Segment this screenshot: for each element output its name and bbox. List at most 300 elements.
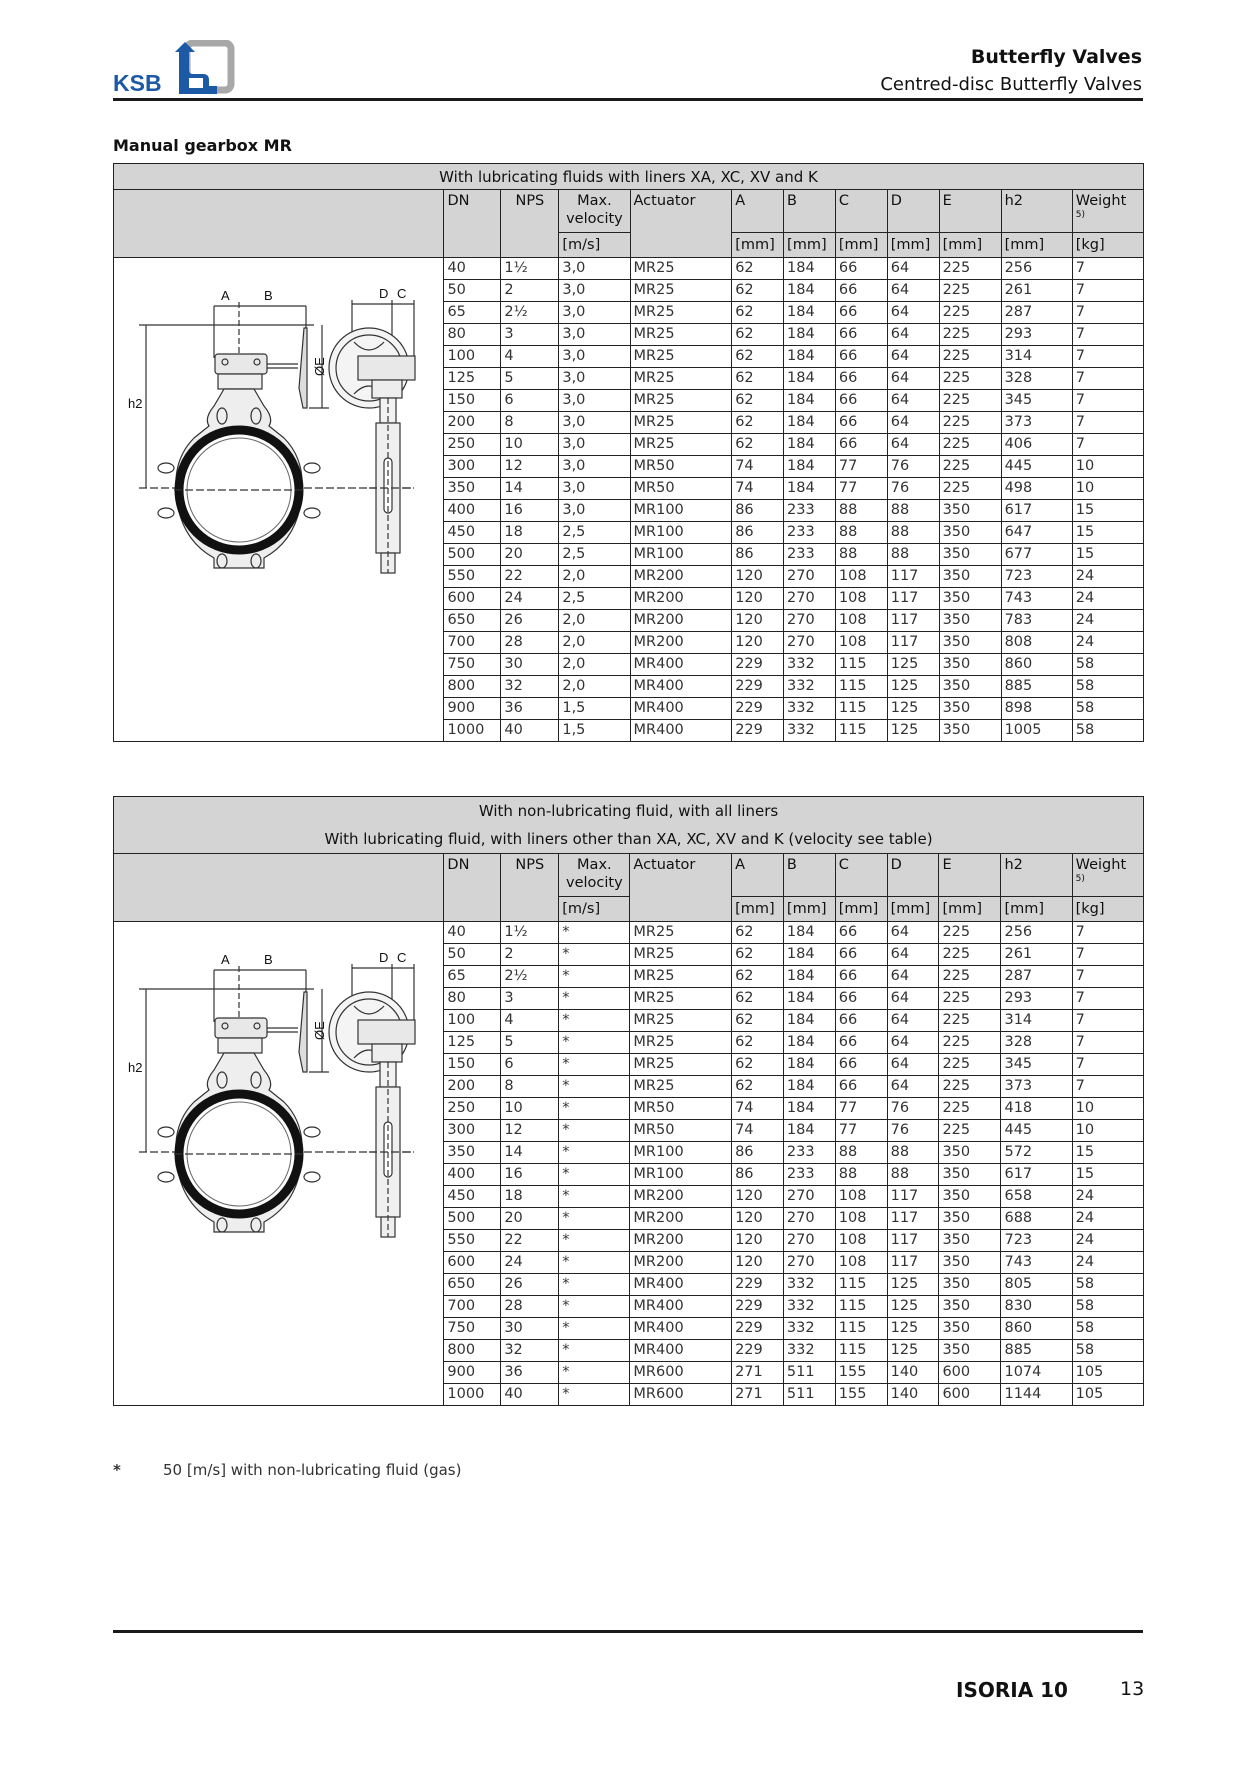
cell-nps: 18 bbox=[501, 522, 559, 544]
cell-a: 120 bbox=[732, 1208, 784, 1230]
cell-nps: 36 bbox=[501, 698, 559, 720]
cell-a: 229 bbox=[732, 1274, 784, 1296]
cell-h2: 261 bbox=[1001, 280, 1072, 302]
col-dn: DN bbox=[444, 854, 501, 922]
cell-a: 120 bbox=[732, 1230, 784, 1252]
cell-b: 184 bbox=[784, 434, 836, 456]
cell-e: 225 bbox=[939, 988, 1001, 1010]
cell-weight: 7 bbox=[1072, 346, 1143, 368]
cell-e: 350 bbox=[939, 566, 1001, 588]
cell-actuator: MR25 bbox=[630, 922, 732, 944]
cell-h2: 261 bbox=[1001, 944, 1072, 966]
cell-d: 88 bbox=[887, 1164, 939, 1186]
cell-weight: 24 bbox=[1072, 632, 1143, 654]
cell-b: 184 bbox=[784, 478, 836, 500]
cell-max-velocity: * bbox=[559, 1164, 630, 1186]
cell-dn: 65 bbox=[444, 966, 501, 988]
cell-c: 66 bbox=[835, 922, 887, 944]
cell-max-velocity: 3,0 bbox=[559, 324, 630, 346]
cell-nps: 3 bbox=[501, 324, 559, 346]
cell-c: 66 bbox=[835, 302, 887, 324]
cell-h2: 723 bbox=[1001, 1230, 1072, 1252]
cell-e: 225 bbox=[939, 1032, 1001, 1054]
dim-label-h2: h2 bbox=[128, 396, 143, 411]
cell-e: 350 bbox=[939, 1208, 1001, 1230]
unit-h2: [mm] bbox=[1001, 897, 1072, 922]
cell-a: 62 bbox=[732, 966, 784, 988]
cell-dn: 600 bbox=[444, 588, 501, 610]
cell-h2: 406 bbox=[1001, 434, 1072, 456]
cell-d: 88 bbox=[887, 500, 939, 522]
cell-h2: 677 bbox=[1001, 544, 1072, 566]
cell-h2: 293 bbox=[1001, 324, 1072, 346]
cell-dn: 40 bbox=[444, 922, 501, 944]
valve-dimension-drawing bbox=[114, 258, 434, 593]
col-weight bbox=[1072, 854, 1143, 897]
cell-e: 225 bbox=[939, 922, 1001, 944]
unit-h2: [mm] bbox=[1001, 233, 1072, 258]
cell-e: 225 bbox=[939, 1120, 1001, 1142]
cell-weight: 7 bbox=[1072, 1076, 1143, 1098]
cell-max-velocity: * bbox=[559, 966, 630, 988]
unit-velocity: [m/s] bbox=[559, 897, 630, 922]
cell-max-velocity: 2,5 bbox=[559, 588, 630, 610]
cell-c: 66 bbox=[835, 1054, 887, 1076]
cell-weight: 7 bbox=[1072, 324, 1143, 346]
col-h2: h2 bbox=[1001, 854, 1072, 897]
cell-e: 225 bbox=[939, 456, 1001, 478]
cell-max-velocity: 2,0 bbox=[559, 632, 630, 654]
cell-nps: 10 bbox=[501, 1098, 559, 1120]
cell-nps: 1½ bbox=[501, 258, 559, 280]
cell-e: 225 bbox=[939, 412, 1001, 434]
unit-c: [mm] bbox=[835, 897, 887, 922]
cell-nps: 8 bbox=[501, 1076, 559, 1098]
footnote-text: 50 [m/s] with non-lubricating fluid (gas) bbox=[163, 1461, 462, 1479]
cell-actuator: MR200 bbox=[630, 1230, 732, 1252]
cell-e: 225 bbox=[939, 1076, 1001, 1098]
cell-b: 511 bbox=[783, 1362, 835, 1384]
unit-e: [mm] bbox=[939, 897, 1001, 922]
cell-actuator: MR25 bbox=[630, 1032, 732, 1054]
cell-nps: 14 bbox=[501, 478, 559, 500]
brand-name: KSB bbox=[113, 70, 162, 96]
cell-c: 66 bbox=[835, 1032, 887, 1054]
cell-e: 350 bbox=[939, 632, 1001, 654]
cell-max-velocity: * bbox=[559, 1054, 630, 1076]
col-d: D bbox=[887, 854, 939, 897]
cell-h2: 860 bbox=[1001, 1318, 1072, 1340]
cell-a: 120 bbox=[732, 1252, 784, 1274]
cell-max-velocity: * bbox=[559, 1384, 630, 1406]
unit-b: [mm] bbox=[784, 233, 836, 258]
unit-e: [mm] bbox=[939, 233, 1001, 258]
cell-a: 62 bbox=[732, 324, 784, 346]
cell-h2: 830 bbox=[1001, 1296, 1072, 1318]
cell-h2: 743 bbox=[1001, 1252, 1072, 1274]
cell-dn: 1000 bbox=[444, 1384, 501, 1406]
cell-c: 88 bbox=[835, 500, 887, 522]
cell-nps: 26 bbox=[501, 610, 559, 632]
cell-nps: 20 bbox=[501, 544, 559, 566]
cell-max-velocity: 3,0 bbox=[559, 500, 630, 522]
cell-h2: 617 bbox=[1001, 1164, 1072, 1186]
cell-nps: 3 bbox=[501, 988, 559, 1010]
cell-actuator: MR25 bbox=[630, 368, 732, 390]
cell-b: 184 bbox=[783, 988, 835, 1010]
col-d: D bbox=[887, 190, 939, 233]
cell-b: 332 bbox=[783, 1318, 835, 1340]
cell-weight: 58 bbox=[1072, 698, 1143, 720]
cell-h2: 860 bbox=[1001, 654, 1072, 676]
header-subtitle: Centred-disc Butterfly Valves bbox=[880, 74, 1142, 95]
cell-a: 74 bbox=[732, 1098, 784, 1120]
cell-b: 184 bbox=[784, 390, 836, 412]
cell-dn: 800 bbox=[444, 1340, 501, 1362]
cell-weight: 24 bbox=[1072, 1208, 1143, 1230]
cell-b: 184 bbox=[784, 456, 836, 478]
cell-dn: 750 bbox=[444, 654, 501, 676]
cell-nps: 2½ bbox=[501, 966, 559, 988]
cell-actuator: MR400 bbox=[630, 1318, 732, 1340]
cell-c: 88 bbox=[835, 1142, 887, 1164]
cell-actuator: MR25 bbox=[630, 346, 732, 368]
cell-b: 270 bbox=[783, 1252, 835, 1274]
cell-d: 64 bbox=[887, 922, 939, 944]
cell-d: 117 bbox=[887, 566, 939, 588]
cell-max-velocity: 3,0 bbox=[559, 478, 630, 500]
cell-actuator: MR50 bbox=[630, 1120, 732, 1142]
cell-nps: 4 bbox=[501, 1010, 559, 1032]
cell-actuator: MR50 bbox=[630, 1098, 732, 1120]
col-weight-label: Weight bbox=[1075, 857, 1127, 873]
col-max-velocity: Max. velocity bbox=[559, 854, 630, 897]
cell-e: 225 bbox=[939, 1010, 1001, 1032]
cell-h2: 808 bbox=[1001, 632, 1072, 654]
cell-d: 64 bbox=[887, 988, 939, 1010]
cell-actuator: MR50 bbox=[630, 456, 732, 478]
cell-e: 600 bbox=[939, 1384, 1001, 1406]
cell-a: 86 bbox=[732, 1164, 784, 1186]
cell-dn: 250 bbox=[444, 434, 501, 456]
cell-c: 66 bbox=[835, 412, 887, 434]
cell-c: 77 bbox=[835, 1120, 887, 1142]
cell-nps: 16 bbox=[501, 1164, 559, 1186]
cell-dn: 800 bbox=[444, 676, 501, 698]
cell-h2: 658 bbox=[1001, 1186, 1072, 1208]
cell-b: 332 bbox=[784, 654, 836, 676]
cell-e: 350 bbox=[939, 654, 1001, 676]
cell-b: 332 bbox=[783, 1340, 835, 1362]
cell-c: 115 bbox=[835, 1296, 887, 1318]
cell-max-velocity: * bbox=[559, 1032, 630, 1054]
weight-footnote-ref: 5) bbox=[1075, 874, 1085, 884]
cell-e: 350 bbox=[939, 1164, 1001, 1186]
cell-dn: 80 bbox=[444, 988, 501, 1010]
col-weight bbox=[1072, 190, 1143, 233]
cell-dn: 650 bbox=[444, 610, 501, 632]
cell-d: 64 bbox=[887, 966, 939, 988]
page-number: 13 bbox=[1120, 1678, 1145, 1700]
cell-c: 108 bbox=[835, 1230, 887, 1252]
cell-b: 184 bbox=[784, 280, 836, 302]
cell-c: 115 bbox=[835, 676, 887, 698]
cell-h2: 1144 bbox=[1001, 1384, 1072, 1406]
cell-dn: 50 bbox=[444, 280, 501, 302]
table-caption: With lubricating fluids with liners XA, XC, XV and K bbox=[114, 164, 1144, 190]
cell-h2: 345 bbox=[1001, 1054, 1072, 1076]
cell-c: 108 bbox=[835, 610, 887, 632]
header-title: Butterfly Valves bbox=[970, 46, 1142, 68]
cell-h2: 328 bbox=[1001, 368, 1072, 390]
cell-a: 271 bbox=[732, 1384, 784, 1406]
cell-weight: 10 bbox=[1072, 1120, 1143, 1142]
cell-c: 66 bbox=[835, 944, 887, 966]
cell-b: 332 bbox=[784, 676, 836, 698]
cell-actuator: MR25 bbox=[630, 302, 732, 324]
cell-h2: 572 bbox=[1001, 1142, 1072, 1164]
footnote-marker: * bbox=[113, 1461, 121, 1479]
cell-h2: 445 bbox=[1001, 456, 1072, 478]
cell-weight: 15 bbox=[1072, 1142, 1143, 1164]
cell-e: 350 bbox=[939, 1318, 1001, 1340]
col-weight-label: Weight bbox=[1075, 193, 1127, 209]
cell-h2: 885 bbox=[1001, 1340, 1072, 1362]
cell-e: 225 bbox=[939, 280, 1001, 302]
cell-e: 350 bbox=[939, 1230, 1001, 1252]
cell-b: 233 bbox=[784, 500, 836, 522]
cell-d: 117 bbox=[887, 610, 939, 632]
cell-nps: 40 bbox=[501, 720, 559, 742]
col-b: B bbox=[783, 854, 835, 897]
cell-b: 332 bbox=[783, 1296, 835, 1318]
cell-e: 350 bbox=[939, 1252, 1001, 1274]
col-c: C bbox=[835, 854, 887, 897]
cell-dn: 125 bbox=[444, 368, 501, 390]
dimension-table-lubricating bbox=[113, 163, 1144, 742]
cell-actuator: MR200 bbox=[630, 610, 732, 632]
cell-max-velocity: 2,0 bbox=[559, 676, 630, 698]
cell-max-velocity: 2,0 bbox=[559, 610, 630, 632]
cell-c: 115 bbox=[835, 654, 887, 676]
cell-actuator: MR100 bbox=[630, 1142, 732, 1164]
cell-actuator: MR100 bbox=[630, 522, 732, 544]
ksb-logo bbox=[113, 40, 238, 98]
cell-b: 184 bbox=[784, 324, 836, 346]
cell-h2: 783 bbox=[1001, 610, 1072, 632]
cell-c: 108 bbox=[835, 566, 887, 588]
cell-a: 86 bbox=[732, 500, 784, 522]
cell-h2: 743 bbox=[1001, 588, 1072, 610]
cell-dn: 300 bbox=[444, 1120, 501, 1142]
cell-h2: 723 bbox=[1001, 566, 1072, 588]
cell-b: 184 bbox=[783, 1010, 835, 1032]
col-h2: h2 bbox=[1001, 190, 1072, 233]
cell-d: 64 bbox=[887, 302, 939, 324]
cell-weight: 7 bbox=[1072, 966, 1143, 988]
cell-a: 229 bbox=[732, 654, 784, 676]
cell-c: 115 bbox=[835, 698, 887, 720]
cell-max-velocity: 3,0 bbox=[559, 280, 630, 302]
cell-e: 350 bbox=[939, 720, 1001, 742]
table-row bbox=[114, 258, 1144, 280]
cell-actuator: MR25 bbox=[630, 434, 732, 456]
cell-c: 66 bbox=[835, 346, 887, 368]
cell-c: 66 bbox=[835, 390, 887, 412]
cell-a: 229 bbox=[732, 676, 784, 698]
cell-a: 62 bbox=[732, 922, 784, 944]
cell-max-velocity: * bbox=[559, 1186, 630, 1208]
cell-max-velocity: 2,5 bbox=[559, 522, 630, 544]
cell-weight: 10 bbox=[1072, 1098, 1143, 1120]
cell-a: 120 bbox=[732, 632, 784, 654]
unit-b: [mm] bbox=[783, 897, 835, 922]
cell-nps: 1½ bbox=[501, 922, 559, 944]
cell-max-velocity: 3,0 bbox=[559, 434, 630, 456]
cell-d: 88 bbox=[887, 544, 939, 566]
cell-a: 74 bbox=[732, 478, 784, 500]
cell-max-velocity: * bbox=[559, 1010, 630, 1032]
cell-e: 350 bbox=[939, 544, 1001, 566]
cell-dn: 550 bbox=[444, 1230, 501, 1252]
cell-a: 120 bbox=[732, 566, 784, 588]
cell-max-velocity: * bbox=[559, 1120, 630, 1142]
cell-h2: 1074 bbox=[1001, 1362, 1072, 1384]
cell-max-velocity: 3,0 bbox=[559, 302, 630, 324]
cell-weight: 58 bbox=[1072, 1274, 1143, 1296]
cell-e: 350 bbox=[939, 1296, 1001, 1318]
cell-dn: 150 bbox=[444, 390, 501, 412]
cell-actuator: MR400 bbox=[630, 1296, 732, 1318]
cell-actuator: MR25 bbox=[630, 966, 732, 988]
cell-nps: 16 bbox=[501, 500, 559, 522]
cell-nps: 30 bbox=[501, 1318, 559, 1340]
cell-weight: 15 bbox=[1072, 500, 1143, 522]
cell-nps: 30 bbox=[501, 654, 559, 676]
cell-c: 88 bbox=[835, 1164, 887, 1186]
cell-dn: 125 bbox=[444, 1032, 501, 1054]
cell-b: 184 bbox=[784, 368, 836, 390]
weight-footnote-ref: 5) bbox=[1075, 210, 1085, 220]
dim-label-e: ØE bbox=[312, 1021, 327, 1040]
table-caption-row bbox=[114, 797, 1144, 854]
cell-a: 62 bbox=[732, 412, 784, 434]
cell-d: 125 bbox=[887, 676, 939, 698]
cell-weight: 58 bbox=[1072, 1296, 1143, 1318]
cell-h2: 287 bbox=[1001, 302, 1072, 324]
cell-e: 350 bbox=[939, 676, 1001, 698]
cell-max-velocity: 3,0 bbox=[559, 412, 630, 434]
col-a: A bbox=[732, 854, 784, 897]
cell-c: 115 bbox=[835, 1318, 887, 1340]
cell-dn: 40 bbox=[444, 258, 501, 280]
cell-max-velocity: 3,0 bbox=[559, 258, 630, 280]
cell-d: 117 bbox=[887, 588, 939, 610]
cell-e: 225 bbox=[939, 478, 1001, 500]
cell-max-velocity: * bbox=[559, 922, 630, 944]
cell-e: 600 bbox=[939, 1362, 1001, 1384]
cell-h2: 314 bbox=[1001, 1010, 1072, 1032]
cell-b: 184 bbox=[784, 258, 836, 280]
cell-d: 64 bbox=[887, 1076, 939, 1098]
cell-dn: 400 bbox=[444, 500, 501, 522]
cell-dn: 100 bbox=[444, 1010, 501, 1032]
cell-actuator: MR25 bbox=[630, 988, 732, 1010]
cell-a: 120 bbox=[732, 1186, 784, 1208]
cell-a: 62 bbox=[732, 434, 784, 456]
cell-actuator: MR25 bbox=[630, 1010, 732, 1032]
cell-weight: 7 bbox=[1072, 302, 1143, 324]
cell-dn: 350 bbox=[444, 1142, 501, 1164]
cell-c: 88 bbox=[835, 522, 887, 544]
cell-weight: 24 bbox=[1072, 566, 1143, 588]
cell-h2: 885 bbox=[1001, 676, 1072, 698]
cell-weight: 7 bbox=[1072, 434, 1143, 456]
cell-b: 184 bbox=[783, 966, 835, 988]
cell-weight: 24 bbox=[1072, 1252, 1143, 1274]
cell-a: 229 bbox=[732, 1340, 784, 1362]
cell-c: 66 bbox=[835, 988, 887, 1010]
cell-d: 140 bbox=[887, 1362, 939, 1384]
cell-d: 117 bbox=[887, 632, 939, 654]
cell-nps: 6 bbox=[501, 1054, 559, 1076]
cell-a: 62 bbox=[732, 1032, 784, 1054]
cell-nps: 12 bbox=[501, 456, 559, 478]
cell-b: 233 bbox=[783, 1142, 835, 1164]
drawing-cell bbox=[114, 258, 444, 742]
cell-c: 108 bbox=[835, 632, 887, 654]
cell-weight: 7 bbox=[1072, 258, 1143, 280]
cell-h2: 373 bbox=[1001, 1076, 1072, 1098]
col-actuator: Actuator bbox=[630, 190, 732, 258]
cell-nps: 36 bbox=[501, 1362, 559, 1384]
cell-nps: 24 bbox=[501, 588, 559, 610]
cell-actuator: MR400 bbox=[630, 676, 732, 698]
table-body bbox=[114, 922, 1144, 1406]
cell-a: 62 bbox=[732, 988, 784, 1010]
cell-b: 270 bbox=[783, 1230, 835, 1252]
unit-weight: [kg] bbox=[1072, 897, 1143, 922]
cell-weight: 24 bbox=[1072, 1186, 1143, 1208]
cell-actuator: MR50 bbox=[630, 478, 732, 500]
cell-c: 66 bbox=[835, 324, 887, 346]
unit-a: [mm] bbox=[732, 233, 784, 258]
cell-actuator: MR25 bbox=[630, 390, 732, 412]
cell-d: 125 bbox=[887, 654, 939, 676]
cell-weight: 58 bbox=[1072, 654, 1143, 676]
cell-d: 64 bbox=[887, 944, 939, 966]
cell-nps: 24 bbox=[501, 1252, 559, 1274]
dim-label-a: A bbox=[221, 288, 230, 303]
cell-b: 270 bbox=[784, 588, 836, 610]
cell-h2: 418 bbox=[1001, 1098, 1072, 1120]
cell-a: 229 bbox=[732, 698, 784, 720]
cell-nps: 32 bbox=[501, 676, 559, 698]
cell-d: 64 bbox=[887, 412, 939, 434]
cell-a: 271 bbox=[732, 1362, 784, 1384]
cell-weight: 15 bbox=[1072, 522, 1143, 544]
cell-nps: 2 bbox=[501, 944, 559, 966]
cell-d: 117 bbox=[887, 1230, 939, 1252]
footer-divider bbox=[113, 1630, 1143, 1633]
cell-nps: 12 bbox=[501, 1120, 559, 1142]
cell-c: 155 bbox=[835, 1362, 887, 1384]
col-dn: DN bbox=[444, 190, 501, 258]
cell-max-velocity: 3,0 bbox=[559, 456, 630, 478]
cell-b: 184 bbox=[783, 1054, 835, 1076]
cell-h2: 617 bbox=[1001, 500, 1072, 522]
cell-c: 66 bbox=[835, 1010, 887, 1032]
